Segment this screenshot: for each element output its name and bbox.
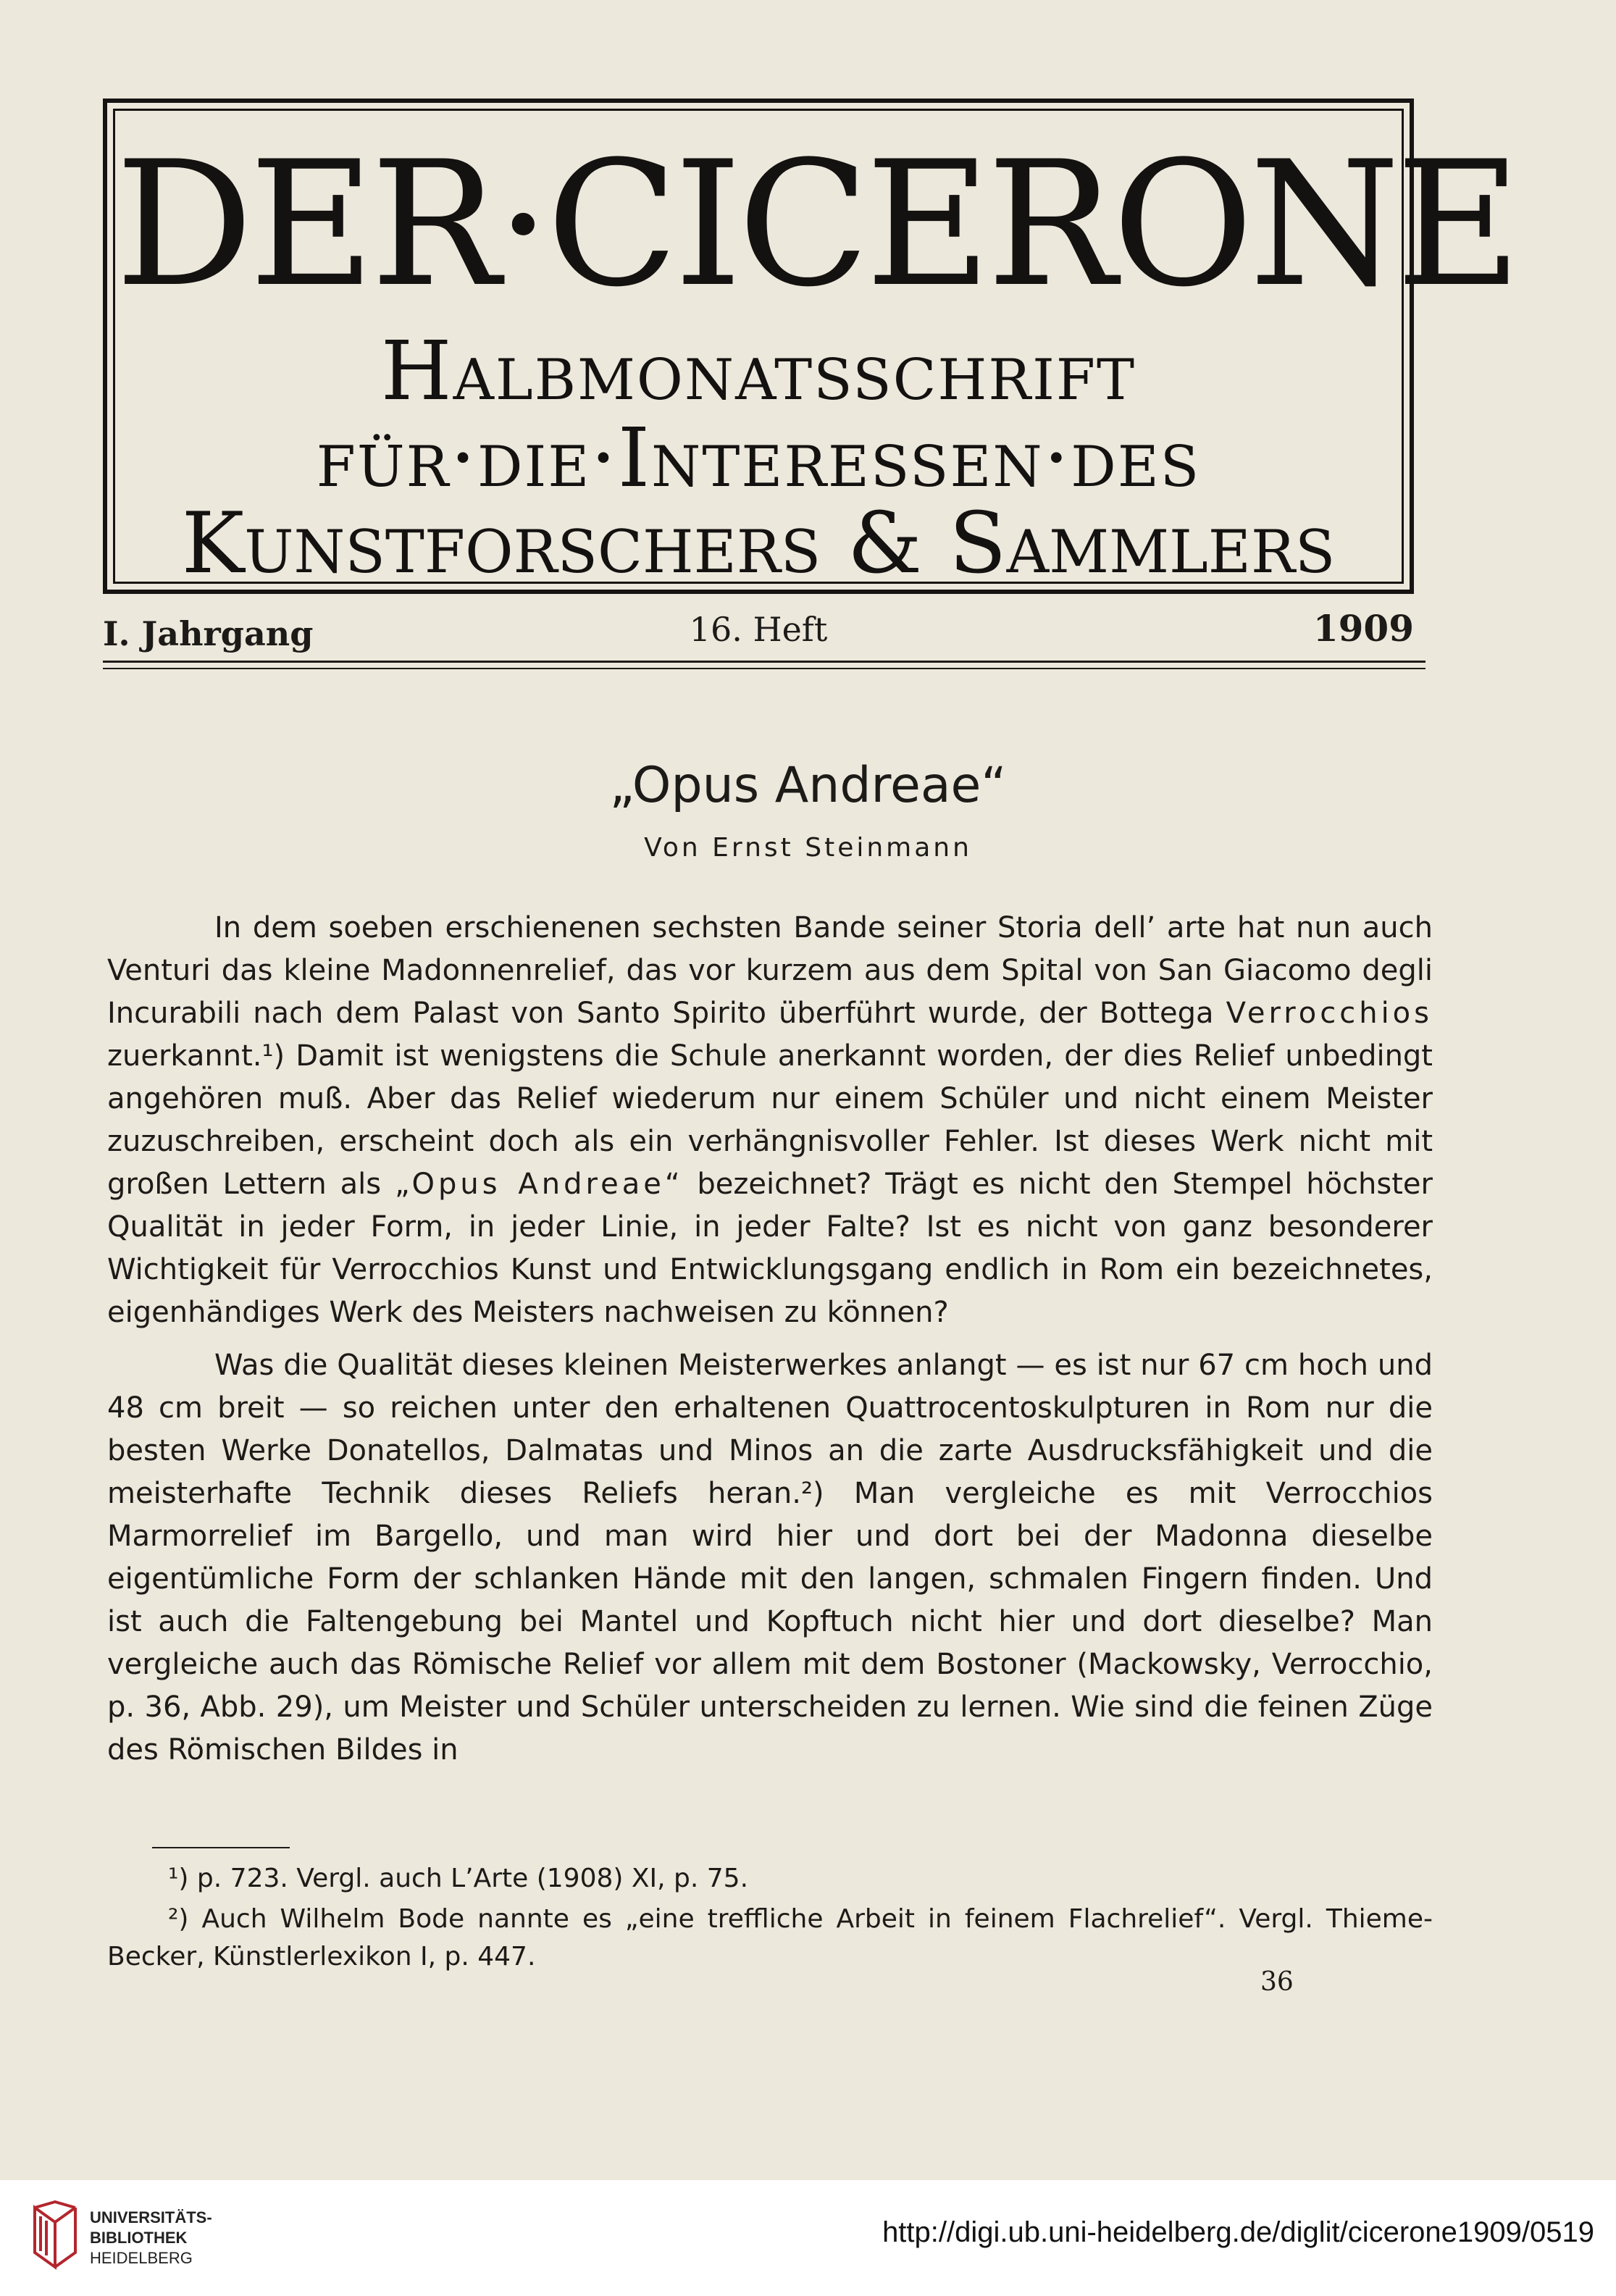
- article-body: [107, 907, 1433, 1772]
- journal-subtitle-line-3: Kunstforschers & Sammlers: [181, 495, 1336, 592]
- library-name-line-3: HEIDELBERG: [90, 2249, 193, 2267]
- spaced-name-verrocchios: Verrocchios: [1226, 997, 1433, 1030]
- library-name-line-2: BIBLIOTHEK: [90, 2229, 188, 2247]
- masthead: [103, 99, 1517, 594]
- library-name-line-1: UNIVERSITÄTS-: [90, 2208, 212, 2226]
- header-rule-bottom: [103, 668, 1425, 669]
- paragraph-1-part-b: zuerkannt.¹) Damit ist wenigstens die Schule anerkannt worden, der dies Relief unbedingt angehören muß. Aber das Relief wiederum nur einem Schüler und nicht einem Meister zuzuschreiben, erscheint doch als ein verhängnisvoller Fehler. Ist dieses Werk nicht mit großen Lettern als: [107, 1039, 1433, 1201]
- journal-subtitle-line-2: für·die·Interessen·des: [316, 411, 1201, 506]
- library-footer-bar: [0, 2180, 1616, 2296]
- volume-label: I. Jahrgang: [103, 614, 314, 653]
- library-name: [90, 2208, 212, 2268]
- journal-subtitle-line-1: Halbmonatsschrift: [380, 324, 1136, 419]
- issue-number: 16. Heft: [689, 610, 828, 649]
- footnotes: [107, 1860, 1433, 1976]
- footnote-1: ¹) p. 723. Vergl. auch L’Arte (1908) XI, p. 75.: [168, 1864, 749, 1893]
- permalink-url[interactable]: http://digi.ub.uni-heidelberg.de/diglit/cicerone1909/0519: [882, 2216, 1594, 2248]
- journal-title: DER·CICERONE: [115, 125, 1517, 325]
- paragraph-1: [107, 907, 1433, 1334]
- footnote-2: ²) Auch Wilhelm Bode nannte es „eine treffliche Arbeit in feinem Flachrelief“. Vergl. Thieme-Becker, Künstlerlexikon I, p. 447.: [107, 1904, 1433, 1972]
- issue-info-row: [103, 607, 1414, 658]
- paragraph-2: Was die Qualität dieses kleinen Meisterwerkes anlangt — es ist nur 67 cm hoch und 48 cm breit — so reichen unter den erhaltenen Quattrocentoskulpturen in Rom nur die besten Werke Donatellos, Dalmatas und Minos an die zarte Ausdrucksfähigkeit und die meisterhafte Technik dieses Reliefs heran.²) Man vergleiche es mit Verrocchios Marmorrelief im Bargello, und man wird hier und dort bei der Madonna dieselbe eigentümliche Form der schlanken Hände mit den langen, schmalen Fingern finden. Und ist auch die Faltengebung bei Mantel und Kopftuch nicht hier und dort dieselbe? Man vergleiche auch das Römische Relief vor allem mit dem Bostoner (Mackowsky, Verrocchio, p. 36, Abb. 29), um Meister und Schüler unterscheiden zu lernen. Wie sind die feinen Züge des Römischen Bildes in: [107, 1349, 1433, 1767]
- footnote-separator: [152, 1847, 290, 1848]
- page-number: 36: [1260, 1967, 1294, 1997]
- spaced-phrase-opus-andreae: „Opus Andreae“: [394, 1168, 684, 1201]
- paragraph-1-part-c: bezeichnet? Trägt es nicht den Stempel höchster Qualität in jeder Form, in jeder Linie, in jeder Falte? Ist es nicht von ganz besonderer Wichtigkeit für Verrocchios Kunst und Entwicklungsgang endlich in Rom ein bezeichnetes, eigenhändiges Werk des Meisters nachweisen zu können?: [107, 1168, 1433, 1329]
- paragraph-1-part-a: In dem soeben erschienenen sechsten Bande seiner Storia dell’ arte hat nun auch Venturi das kleine Madonnenrelief, das vor kurzem aus dem Spital von San Giacomo degli Incurabili nach dem Palast von Santo Spirito überführt wurde, der Bottega: [107, 911, 1433, 1030]
- header-rule-top: [103, 661, 1425, 663]
- article-byline: Von Ernst Steinmann: [644, 833, 972, 863]
- heidelberg-library-logo-icon: [30, 2200, 80, 2273]
- masthead-inner-frame: [113, 109, 1517, 592]
- issue-year: 1909: [1313, 607, 1414, 650]
- article-title: „Opus Andreae“: [609, 757, 1007, 814]
